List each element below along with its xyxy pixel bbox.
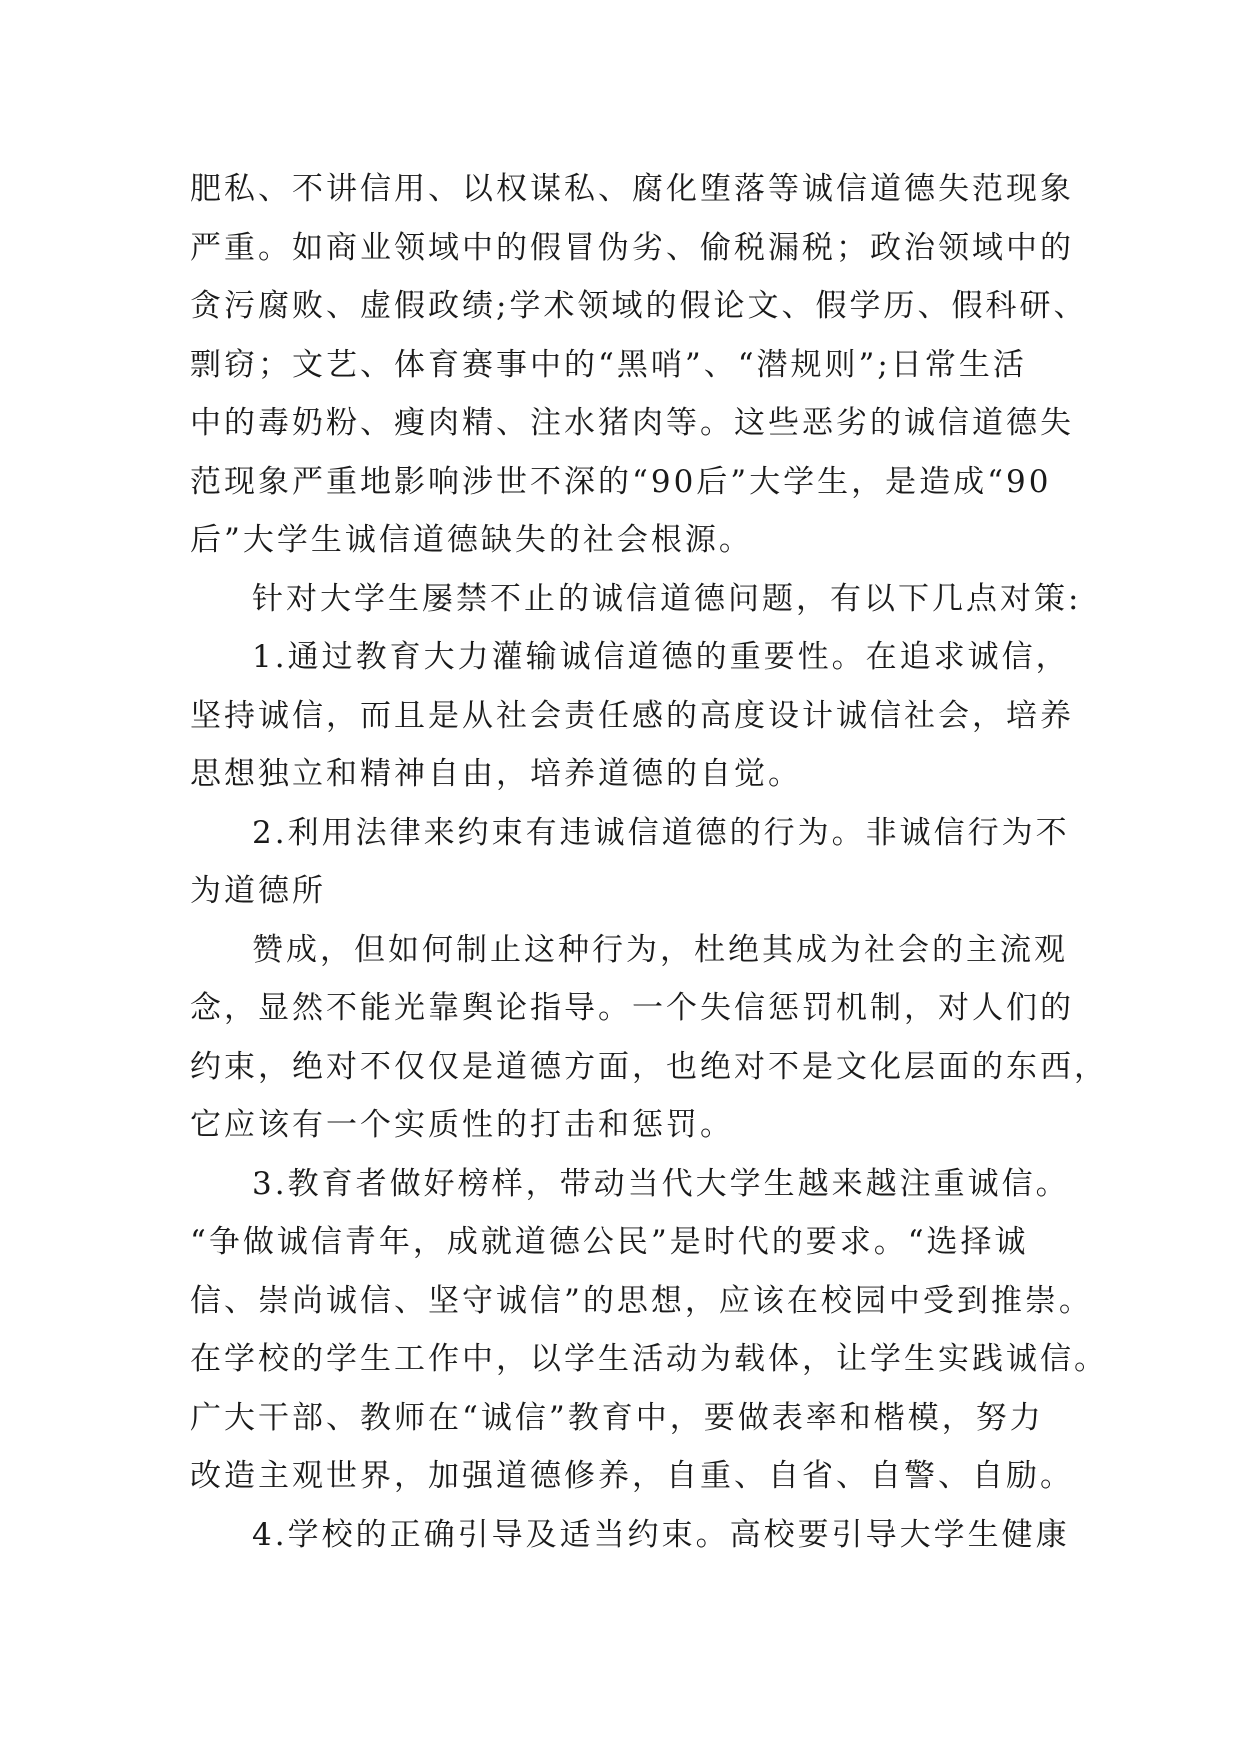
body-text — [190, 160, 1108, 1564]
text-line: 1.通过教育大力灌输诚信道德的重要性。在追求诚信， — [252, 639, 1070, 675]
text-line: 思想独立和精神自由，培养道德的自觉。 — [190, 756, 802, 792]
text-line: 范现象严重地影响涉世不深的“90后”大学生，是造成“90 — [190, 463, 1052, 500]
text-line: 贪污腐败、虚假政绩;学术领域的假论文、假学历、假科研、 — [190, 288, 1088, 324]
text-line: 2.利用法律来约束有违诚信道德的行为。非诚信行为不 — [252, 814, 1070, 851]
text-line: 它应该有一个实质性的打击和惩罚。 — [190, 1107, 734, 1143]
text-line: 广大干部、教师在“诚信”教育中，要做表率和楷模，努力 — [190, 1399, 1044, 1436]
text-line: 赞成，但如何制止这种行为，杜绝其成为社会的主流观 — [252, 931, 1068, 968]
text-line: 信、崇尚诚信、坚守诚信”的思想，应该在校园中受到推崇。 — [190, 1282, 1093, 1319]
text-line: 坚持诚信，而且是从社会责任感的高度设计诚信社会，培养 — [190, 697, 1074, 734]
text-line: 约束，绝对不仅仅是道德方面，也绝对不是文化层面的东西， — [190, 1048, 1108, 1085]
text-line: 念，显然不能光靠舆论指导。一个失信惩罚机制，对人们的 — [190, 990, 1074, 1026]
text-line: 在学校的学生工作中，以学生活动为载体，让学生实践诚信。 — [190, 1341, 1108, 1377]
text-line: 改造主观世界，加强道德修养，自重、自省、自警、自励。 — [190, 1458, 1074, 1494]
text-line: 中的毒奶粉、瘦肉精、注水猪肉等。这些恶劣的诚信道德失 — [190, 405, 1074, 441]
text-line: “争做诚信青年，成就道德公民”是时代的要求。“选择诚 — [190, 1224, 1029, 1260]
text-line: 剽窃；文艺、体育赛事中的“黑哨”、“潜规则”;日常生活 — [190, 346, 1027, 383]
text-line: 3.教育者做好榜样，带动当代大学生越来越注重诚信。 — [252, 1165, 1070, 1202]
text-line: 4.学校的正确引导及适当约束。高校要引导大学生健康 — [252, 1516, 1070, 1553]
text-line: 后”大学生诚信道德缺失的社会根源。 — [190, 522, 753, 558]
text-line: 针对大学生屡禁不止的诚信道德问题，有以下几点对策: — [252, 580, 1082, 617]
text-line: 为道德所 — [190, 873, 326, 909]
text-line: 严重。如商业领域中的假冒伪劣、偷税漏税；政治领域中的 — [190, 229, 1074, 266]
text-line: 肥私、不讲信用、以权谋私、腐化堕落等诚信道德失范现象 — [190, 171, 1074, 207]
